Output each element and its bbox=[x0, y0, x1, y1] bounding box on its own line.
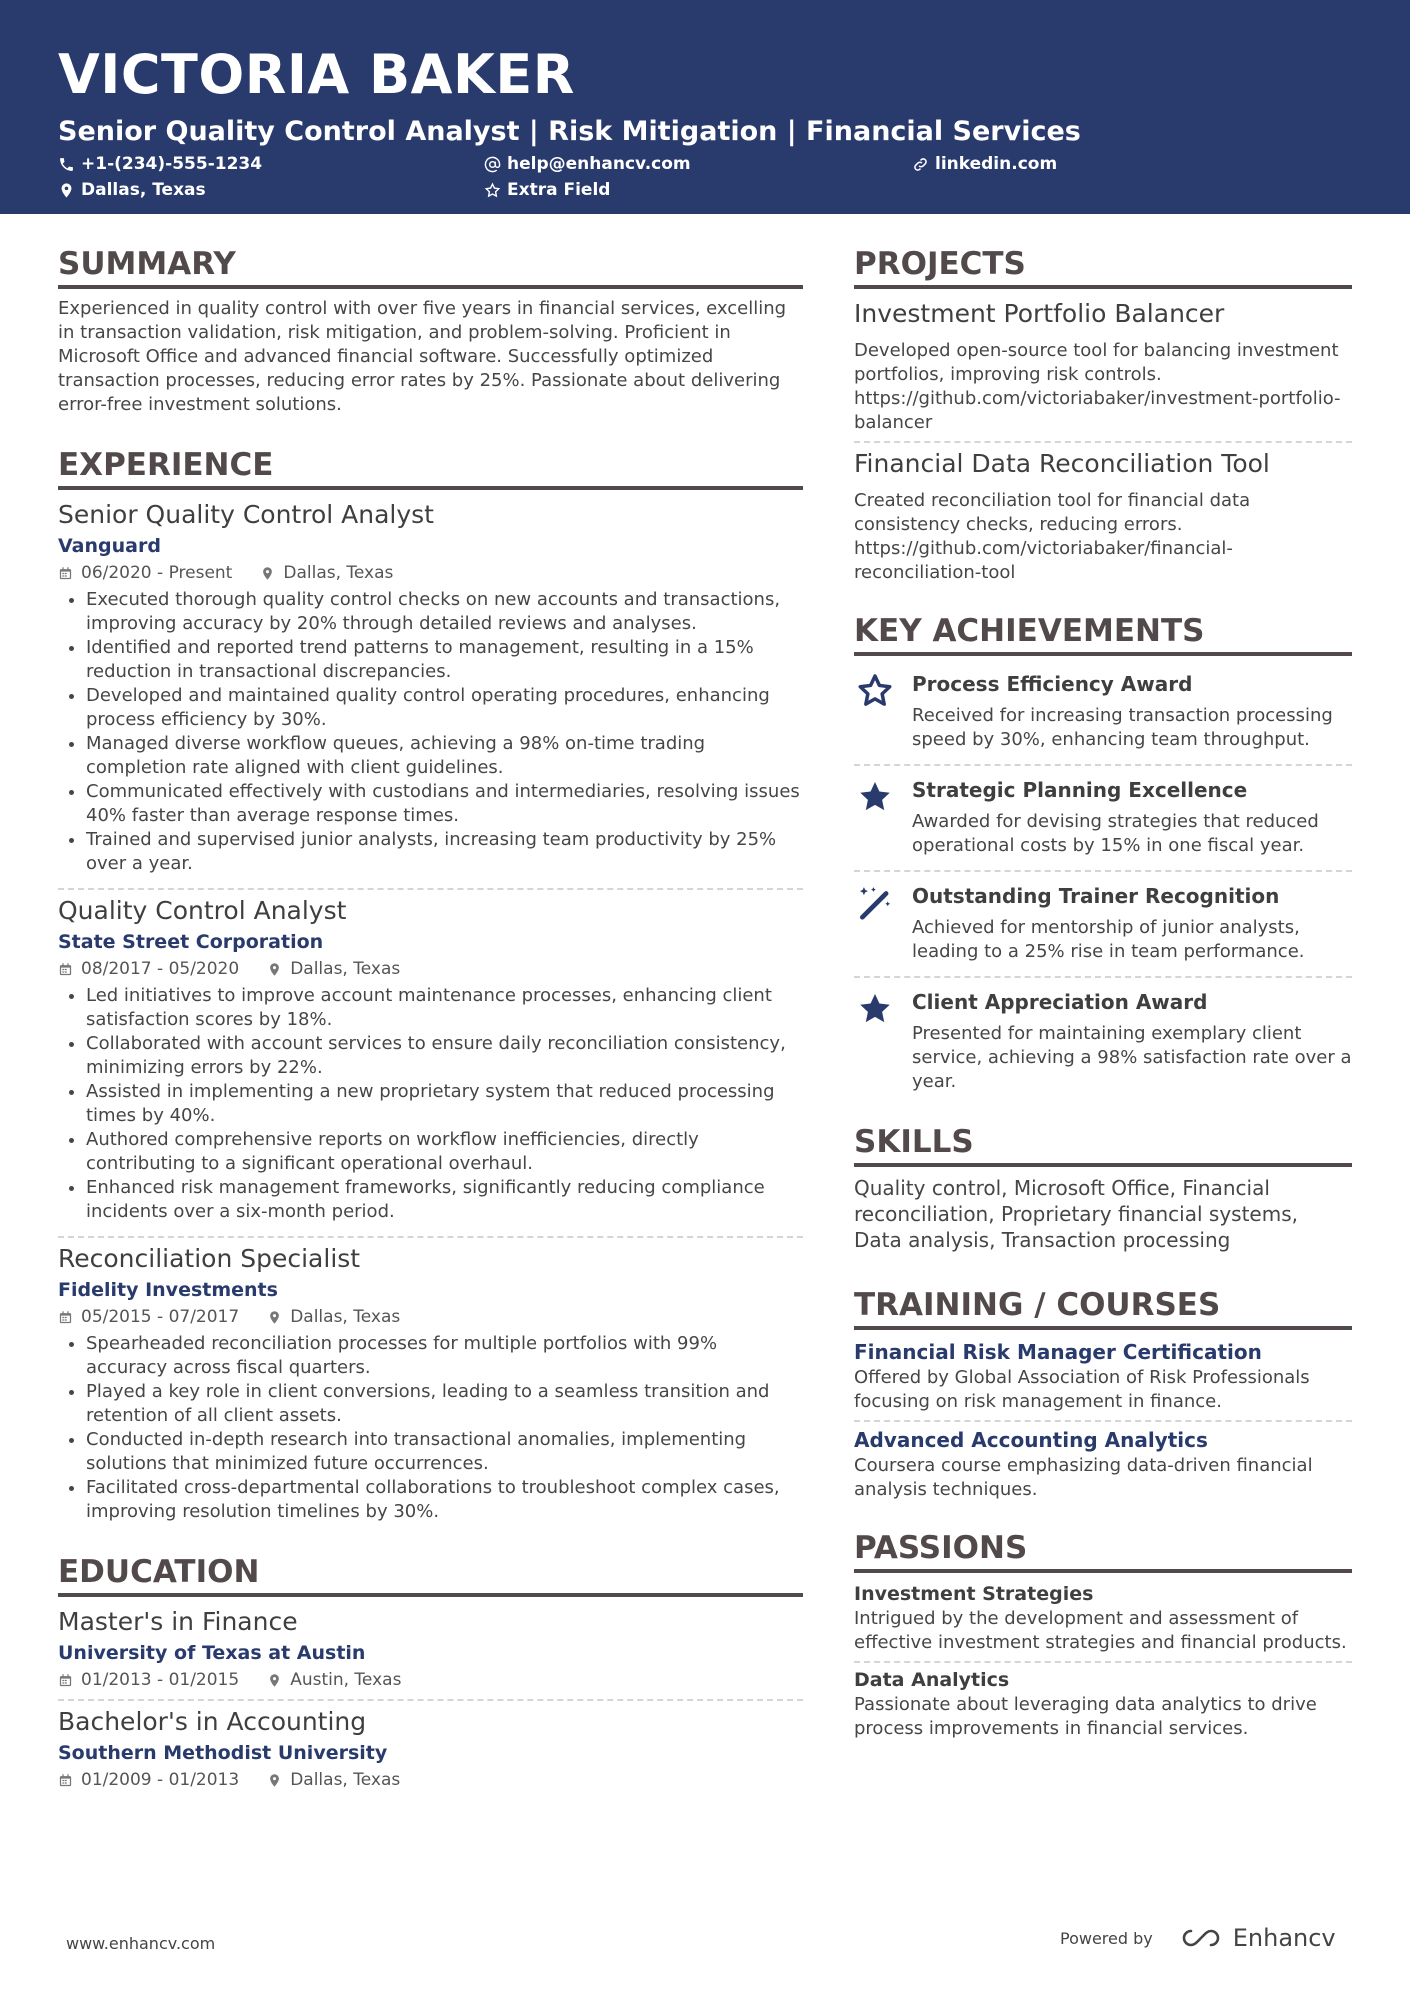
link-icon bbox=[912, 156, 929, 173]
bullet-item: • Led initiatives to improve account maintenance processes, enhancing client satisfaction scores by 18%. bbox=[86, 984, 803, 1032]
degree: Bachelor's in Accounting bbox=[58, 1707, 367, 1736]
job-title: Quality Control Analyst bbox=[58, 896, 347, 925]
project-title: Financial Data Reconciliation Tool bbox=[854, 449, 1270, 478]
course-entry bbox=[854, 1426, 1352, 1502]
achievement-item bbox=[854, 876, 1352, 970]
location-pin-icon bbox=[267, 1310, 282, 1325]
summary-section bbox=[58, 244, 803, 417]
bullet-item: • Identified and reported trend patterns to management, resulting in a 15% reduction in transactional discrepancies. bbox=[86, 636, 803, 684]
divider bbox=[854, 1661, 1352, 1663]
calendar-icon bbox=[58, 962, 73, 977]
star-outline-icon bbox=[484, 182, 501, 199]
bullet-item: • Assisted in implementing a new proprietary system that reduced processing times by 40%. bbox=[86, 1080, 803, 1128]
passion-entry bbox=[854, 1581, 1352, 1655]
contact-extra bbox=[484, 180, 610, 200]
linkedin-text: linkedin.com bbox=[935, 154, 1058, 174]
divider bbox=[854, 1420, 1352, 1422]
job-meta bbox=[58, 560, 803, 586]
company-name: Fidelity Investments bbox=[58, 1279, 278, 1301]
divider bbox=[58, 888, 803, 890]
job-title: Senior Quality Control Analyst bbox=[58, 500, 434, 529]
achievements-title: KEY ACHIEVEMENTS bbox=[854, 611, 1352, 656]
course-description: Coursera course emphasizing data-driven financial analysis techniques. bbox=[854, 1455, 1313, 1500]
school-name: Southern Methodist University bbox=[58, 1742, 388, 1764]
education-entry bbox=[58, 1705, 803, 1793]
education-dates: 01/2009 - 01/2013 bbox=[81, 1770, 240, 1790]
star-icon bbox=[856, 778, 894, 816]
achievement-text: Presented for maintaining exemplary client service, achieving a 98% satisfaction rate over a year. bbox=[912, 1023, 1352, 1092]
company-name: Vanguard bbox=[58, 535, 161, 557]
school-name: University of Texas at Austin bbox=[58, 1642, 366, 1664]
footer-branding bbox=[1060, 1924, 1336, 1952]
resume-header bbox=[0, 0, 1410, 214]
achievement-title: Client Appreciation Award bbox=[912, 990, 1208, 1014]
project-entry bbox=[854, 447, 1352, 585]
project-entry bbox=[854, 297, 1352, 435]
job-bullets bbox=[86, 588, 803, 876]
passion-description: Intrigued by the development and assessment of effective investment strategies and financial products. bbox=[854, 1608, 1347, 1653]
bullet-item: • Facilitated cross-departmental collaborations to troubleshoot complex cases, improving resolution timelines by 30%. bbox=[86, 1476, 803, 1524]
project-description: Created reconciliation tool for financial data consistency checks, reducing errors. https://github.com/victoriabaker/financial-reconciliation-tool bbox=[854, 490, 1251, 583]
achievement-text: Achieved for mentorship of junior analysts, leading to a 25% rise in team performance. bbox=[912, 917, 1305, 962]
job-dates: 08/2017 - 05/2020 bbox=[81, 959, 240, 979]
passions-title: PASSIONS bbox=[854, 1528, 1352, 1573]
extra-text: Extra Field bbox=[507, 180, 611, 200]
bullet-item: • Managed diverse workflow queues, achieving a 98% on-time trading completion rate aligned with client guidelines. bbox=[86, 732, 803, 780]
education-meta bbox=[58, 1767, 803, 1793]
divider bbox=[58, 1699, 803, 1701]
job-location: Dallas, Texas bbox=[290, 959, 401, 979]
left-column bbox=[58, 244, 803, 1793]
job-location: Dallas, Texas bbox=[283, 563, 394, 583]
job-dates: 05/2015 - 07/2017 bbox=[81, 1307, 240, 1327]
brand-logo[interactable] bbox=[1177, 1924, 1336, 1952]
contact-phone[interactable] bbox=[58, 154, 262, 174]
job-entry bbox=[58, 1242, 803, 1530]
calendar-icon bbox=[58, 1673, 73, 1688]
bullet-item: • Executed thorough quality control checks on new accounts and transactions, improving accuracy by 20% through detailed reviews and analyses. bbox=[86, 588, 803, 636]
job-meta bbox=[58, 1304, 803, 1330]
passion-description: Passionate about leveraging data analytics to drive process improvements in financial services. bbox=[854, 1694, 1317, 1739]
achievement-title: Process Efficiency Award bbox=[912, 672, 1193, 696]
star-outline-icon bbox=[856, 672, 894, 710]
job-dates: 06/2020 - Present bbox=[81, 563, 233, 583]
job-entry bbox=[58, 498, 803, 882]
divider bbox=[58, 1236, 803, 1238]
job-entry bbox=[58, 894, 803, 1230]
at-icon bbox=[484, 156, 501, 173]
location-pin-icon bbox=[267, 1673, 282, 1688]
achievement-text: Awarded for devising strategies that reduced operational costs by 15% in one fiscal year. bbox=[912, 811, 1319, 856]
bullet-item: • Trained and supervised junior analysts, increasing team productivity by 25% over a year. bbox=[86, 828, 803, 876]
bullet-item: • Collaborated with account services to ensure daily reconciliation consistency, minimizing errors by 22%. bbox=[86, 1032, 803, 1080]
project-description: Developed open-source tool for balancing investment portfolios, improving risk controls. https://github.com/victoriabaker/investment-portfolio-balancer bbox=[854, 340, 1341, 433]
location-text: Dallas, Texas bbox=[81, 180, 206, 200]
location-pin-icon bbox=[58, 182, 75, 199]
education-section bbox=[58, 1552, 803, 1793]
training-section bbox=[854, 1285, 1352, 1502]
course-title: Advanced Accounting Analytics bbox=[854, 1428, 1208, 1452]
passion-title: Investment Strategies bbox=[854, 1583, 1094, 1605]
right-column bbox=[854, 244, 1352, 1741]
skills-section bbox=[854, 1122, 1352, 1253]
achievement-item bbox=[854, 664, 1352, 758]
bullet-item: • Communicated effectively with custodians and intermediaries, resolving issues 40% faster than average response times. bbox=[86, 780, 803, 828]
contact-email[interactable] bbox=[484, 154, 691, 174]
enhancv-logo-icon bbox=[1177, 1925, 1225, 1951]
footer-website[interactable]: www.enhancv.com bbox=[66, 1934, 216, 1953]
education-meta bbox=[58, 1667, 803, 1693]
candidate-name: VICTORIA BAKER bbox=[58, 43, 575, 106]
contact-location bbox=[58, 180, 206, 200]
achievements-section bbox=[854, 611, 1352, 1100]
brand-name: Enhancv bbox=[1232, 1924, 1336, 1952]
company-name: State Street Corporation bbox=[58, 931, 324, 953]
calendar-icon bbox=[58, 1773, 73, 1788]
skills-list: Quality control, Microsoft Office, Financial reconciliation, Proprietary financial systems, Data analysis, Transaction processing bbox=[854, 1176, 1298, 1252]
skills-title: SKILLS bbox=[854, 1122, 1352, 1167]
course-entry bbox=[854, 1338, 1352, 1414]
email-text: help@enhancv.com bbox=[507, 154, 691, 174]
project-title: Investment Portfolio Balancer bbox=[854, 299, 1225, 328]
course-description: Offered by Global Association of Risk Professionals focusing on risk management in finance. bbox=[854, 1367, 1310, 1412]
job-bullets bbox=[86, 1332, 803, 1524]
summary-title: SUMMARY bbox=[58, 244, 803, 289]
job-title: Reconciliation Specialist bbox=[58, 1244, 361, 1273]
bullet-item: • Played a key role in client conversions, leading to a seamless transition and retention of all client assets. bbox=[86, 1380, 803, 1428]
passion-entry bbox=[854, 1667, 1352, 1741]
achievement-item bbox=[854, 770, 1352, 864]
bullet-item: • Spearheaded reconciliation processes for multiple portfolios with 99% accuracy across fiscal quarters. bbox=[86, 1332, 803, 1380]
achievement-title: Strategic Planning Excellence bbox=[912, 778, 1248, 802]
experience-section bbox=[58, 445, 803, 1530]
achievement-title: Outstanding Trainer Recognition bbox=[912, 884, 1280, 908]
calendar-icon bbox=[58, 1310, 73, 1325]
phone-icon bbox=[58, 156, 75, 173]
education-entry bbox=[58, 1605, 803, 1693]
divider bbox=[854, 870, 1352, 872]
location-pin-icon bbox=[267, 962, 282, 977]
location-pin-icon bbox=[260, 566, 275, 581]
education-location: Dallas, Texas bbox=[290, 1770, 401, 1790]
contact-info bbox=[58, 154, 1352, 206]
course-title: Financial Risk Manager Certification bbox=[854, 1340, 1262, 1364]
passion-title: Data Analytics bbox=[854, 1669, 1010, 1691]
divider bbox=[854, 976, 1352, 978]
passions-section bbox=[854, 1528, 1352, 1741]
projects-section bbox=[854, 244, 1352, 585]
phone-text: +1-(234)-555-1234 bbox=[81, 154, 263, 174]
bullet-item: • Conducted in-depth research into transactional anomalies, implementing solutions that minimized future occurrences. bbox=[86, 1428, 803, 1476]
bullet-item: • Developed and maintained quality control operating procedures, enhancing process efficiency by 30%. bbox=[86, 684, 803, 732]
job-location: Dallas, Texas bbox=[290, 1307, 401, 1327]
job-bullets bbox=[86, 984, 803, 1224]
location-pin-icon bbox=[267, 1773, 282, 1788]
education-title: EDUCATION bbox=[58, 1552, 803, 1597]
projects-title: PROJECTS bbox=[854, 244, 1352, 289]
education-dates: 01/2013 - 01/2015 bbox=[81, 1670, 240, 1690]
calendar-icon bbox=[58, 566, 73, 581]
star-icon bbox=[856, 990, 894, 1028]
magic-wand-icon bbox=[856, 884, 894, 922]
achievement-item bbox=[854, 982, 1352, 1100]
summary-text: Experienced in quality control with over five years in financial services, excelling in transaction validation, risk mitigation, and problem-solving. Proficient in Microsoft Office and advanced financial software. Successfully optimized transaction processes, reducing error rates by 25%. Passionate about delivering error-free investment solutions. bbox=[58, 298, 787, 415]
training-title: TRAINING / COURSES bbox=[854, 1285, 1352, 1330]
degree: Master's in Finance bbox=[58, 1607, 298, 1636]
experience-title: EXPERIENCE bbox=[58, 445, 803, 490]
bullet-item: • Enhanced risk management frameworks, significantly reducing compliance incidents over a six-month period. bbox=[86, 1176, 803, 1224]
candidate-tagline: Senior Quality Control Analyst | Risk Mitigation | Financial Services bbox=[58, 116, 1081, 147]
divider bbox=[854, 441, 1352, 443]
contact-linkedin[interactable] bbox=[912, 154, 1057, 174]
achievement-text: Received for increasing transaction processing speed by 30%, enhancing team throughput. bbox=[912, 705, 1333, 750]
powered-by-text: Powered by bbox=[1060, 1928, 1153, 1948]
education-location: Austin, Texas bbox=[290, 1670, 402, 1690]
bullet-item: • Authored comprehensive reports on workflow inefficiencies, directly contributing to a significant operational overhaul. bbox=[86, 1128, 803, 1176]
job-meta bbox=[58, 956, 803, 982]
divider bbox=[854, 764, 1352, 766]
